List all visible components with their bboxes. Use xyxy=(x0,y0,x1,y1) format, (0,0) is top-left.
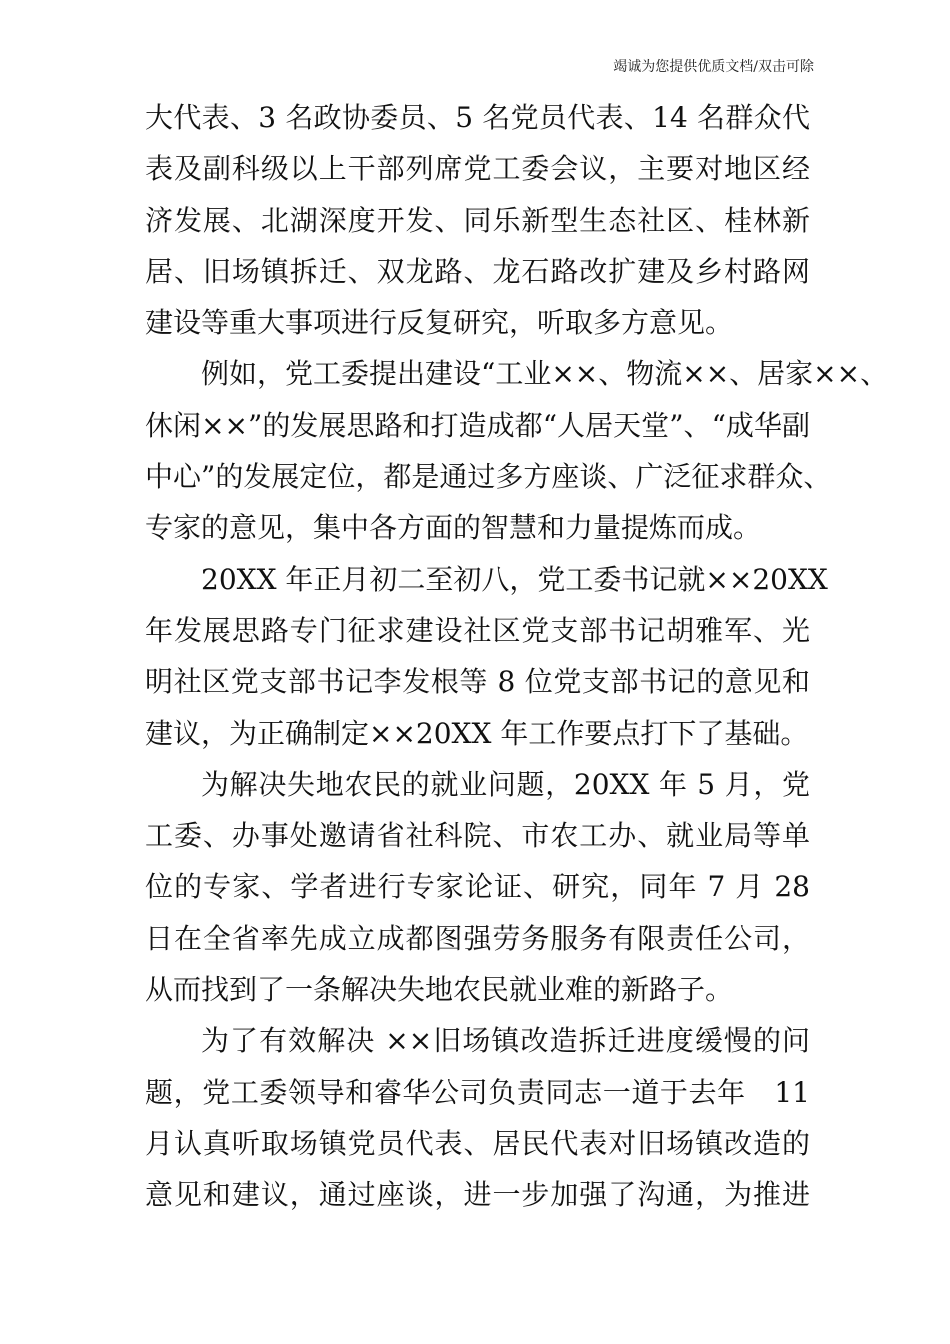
text-line: 建设等重大事项进行反复研究，听取多方意见。 xyxy=(145,306,734,340)
text-line: 为了有效解决 ××旧场镇改造拆迁进度缓慢的问 xyxy=(201,1024,810,1058)
body-text xyxy=(145,92,889,1221)
text-line: 20XX 年正月初二至初八，党工委书记就××20XX xyxy=(201,562,828,596)
text-line: 年发展思路专门征求建设社区党支部书记胡雅军、光 xyxy=(145,613,810,647)
text-line: 日在全省率先成立成都图强劳务服务有限责任公司， xyxy=(145,921,810,955)
text-line: 休闲××”的发展思路和打造成都“人居天堂”、“成华副 xyxy=(145,408,810,442)
text-line: 济发展、北湖深度开发、同乐新型生态社区、桂林新 xyxy=(145,203,810,237)
text-line: 意见和建议，通过座谈，进一步加强了沟通，为推进 xyxy=(145,1178,810,1212)
text-line: 明社区党支部书记李发根等 8 位党支部书记的意见和 xyxy=(145,665,810,699)
text-line: 为解决失地农民的就业问题，20XX 年 5 月，党 xyxy=(201,767,810,801)
text-line: 从而找到了一条解决失地农民就业难的新路子。 xyxy=(145,973,734,1007)
text-line: 专家的意见，集中各方面的智慧和力量提炼而成。 xyxy=(145,511,762,545)
text-line: 中心”的发展定位，都是通过多方座谈、广泛征求群众、 xyxy=(145,460,832,494)
text-line: 居、旧场镇拆迁、双龙路、龙石路改扩建及乡村路网 xyxy=(145,254,810,288)
text-line: 位的专家、学者进行专家论证、研究，同年 7 月 28 xyxy=(145,870,810,904)
text-line: 建议，为正确制定××20XX 年工作要点打下了基础。 xyxy=(145,716,809,750)
text-line: 例如，党工委提出建设“工业××、物流××、居家××、 xyxy=(201,357,889,391)
header-note: 竭诚为您提供优质文档/双击可除 xyxy=(613,59,814,75)
text-line: 工委、办事处邀请省社科院、市农工办、就业局等单 xyxy=(145,819,810,853)
text-line: 表及副科级以上干部列席党工委会议，主要对地区经 xyxy=(145,152,810,186)
text-line: 月认真听取场镇党员代表、居民代表对旧场镇改造的 xyxy=(145,1126,810,1160)
text-line: 题，党工委领导和睿华公司负责同志一道于去年 11 xyxy=(145,1075,810,1109)
text-line: 大代表、3 名政协委员、5 名党员代表、14 名群众代 xyxy=(145,101,810,134)
